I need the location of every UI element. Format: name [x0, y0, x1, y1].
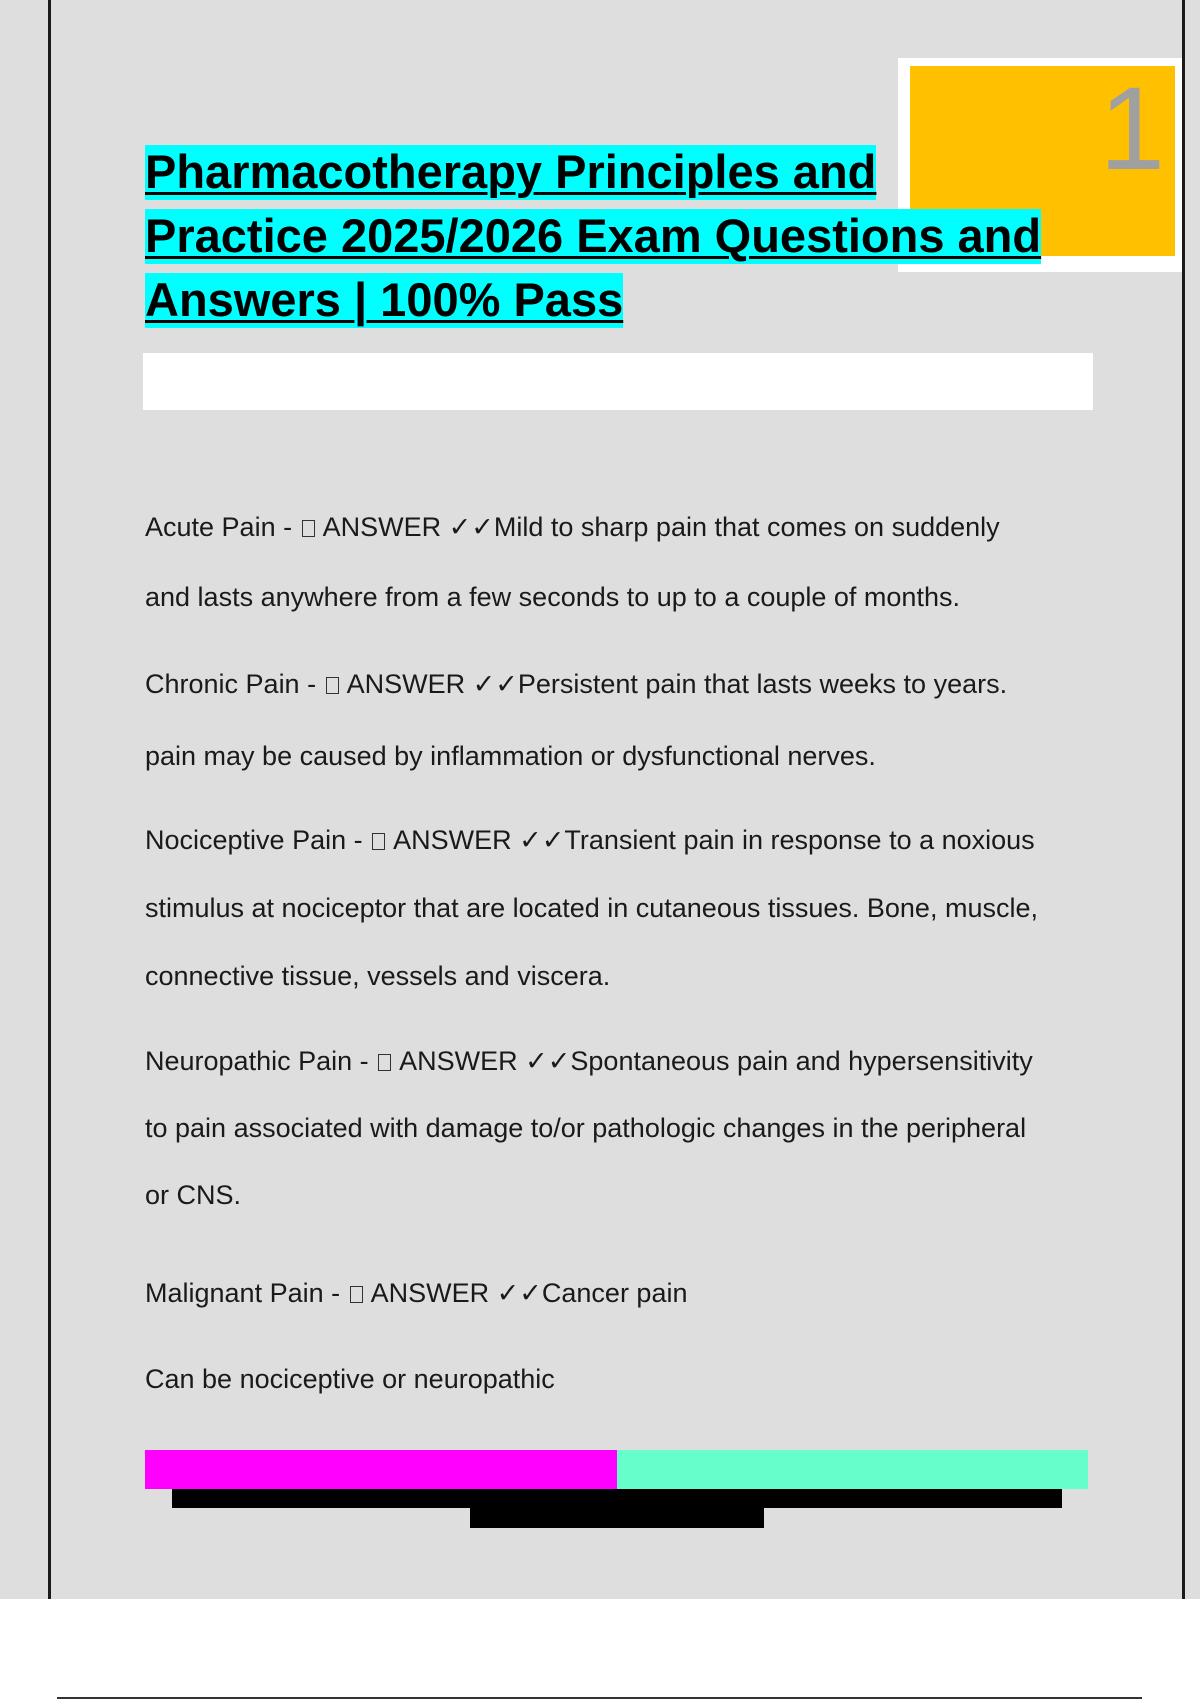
qa-answer-text: Spontaneous pain and hypersensitivity	[570, 1046, 1033, 1076]
qa-answer-label: ANSWER ✓✓	[393, 1046, 571, 1076]
qa-answer-text: stimulus at nociceptor that are located in cutaneous tissues. Bone, muscle,	[145, 893, 1038, 923]
title-line-3: Answers | 100% Pass	[145, 273, 624, 326]
qa-line	[145, 1250, 1095, 1336]
missing-glyph-icon	[326, 677, 339, 694]
qa-answer-text: Persistent pain that lasts weeks to years.	[517, 669, 1008, 699]
qa-line	[145, 648, 1095, 720]
missing-glyph-icon	[350, 1286, 363, 1303]
missing-glyph-icon	[372, 833, 385, 850]
qa-answer-text: to pain associated with damage to/or pathologic changes in the peripheral	[145, 1113, 1027, 1143]
decorative-bar-magenta	[145, 1450, 617, 1489]
qa-answer-text: Cancer pain	[541, 1278, 688, 1308]
title-line-2: Practice 2025/2026 Exam Questions and	[145, 209, 1042, 262]
page-border-right	[1182, 0, 1185, 1599]
qa-line	[145, 806, 1095, 874]
qa-answer-label: ANSWER ✓✓	[316, 512, 494, 542]
decorative-bar-black	[172, 1489, 1062, 1508]
qa-term: Nociceptive Pain -	[145, 825, 371, 855]
decorative-bar-black-short	[470, 1508, 764, 1528]
qa-term: Malignant Pain -	[145, 1278, 348, 1308]
title-separator-bar	[143, 353, 1093, 410]
missing-glyph-icon	[302, 520, 315, 537]
missing-glyph-icon	[378, 1054, 391, 1071]
qa-answer-text: connective tissue, vessels and viscera.	[145, 961, 611, 991]
qa-term: Acute Pain -	[145, 512, 300, 542]
qa-line	[145, 492, 1095, 562]
document-title	[145, 140, 1085, 332]
qa-answer-text: Can be nociceptive or neuropathic	[145, 1364, 555, 1394]
qa-answer-text: and lasts anywhere from a few seconds to up to a couple of months.	[145, 582, 960, 612]
qa-answer-label: ANSWER ✓✓	[387, 825, 565, 855]
qa-answer-text: Transient pain in response to a noxious	[564, 825, 1035, 855]
qa-answer-label: ANSWER ✓✓	[340, 669, 518, 699]
qa-term: Neuropathic Pain -	[145, 1046, 377, 1076]
decorative-bar-mint	[617, 1450, 1088, 1489]
qa-answer-text: pain may be caused by inflammation or dysfunctional nerves.	[145, 741, 876, 771]
qa-item-malignant-pain	[145, 1250, 1095, 1422]
qa-item-chronic-pain	[145, 648, 1095, 792]
qa-item-neuropathic-pain	[145, 1028, 1095, 1229]
page-number: 1	[1099, 63, 1165, 195]
footer-rule	[57, 1697, 1142, 1699]
title-line-1: Pharmacotherapy Principles and	[145, 145, 877, 198]
qa-answer-text: or CNS.	[145, 1180, 242, 1210]
page-border-left	[48, 0, 51, 1599]
qa-item-nociceptive-pain	[145, 806, 1095, 1010]
qa-term: Chronic Pain -	[145, 669, 324, 699]
qa-answer-text: Mild to sharp pain that comes on suddenly	[493, 512, 1000, 542]
qa-answer-label: ANSWER ✓✓	[364, 1278, 542, 1308]
qa-item-acute-pain	[145, 492, 1095, 632]
qa-line	[145, 1028, 1095, 1095]
